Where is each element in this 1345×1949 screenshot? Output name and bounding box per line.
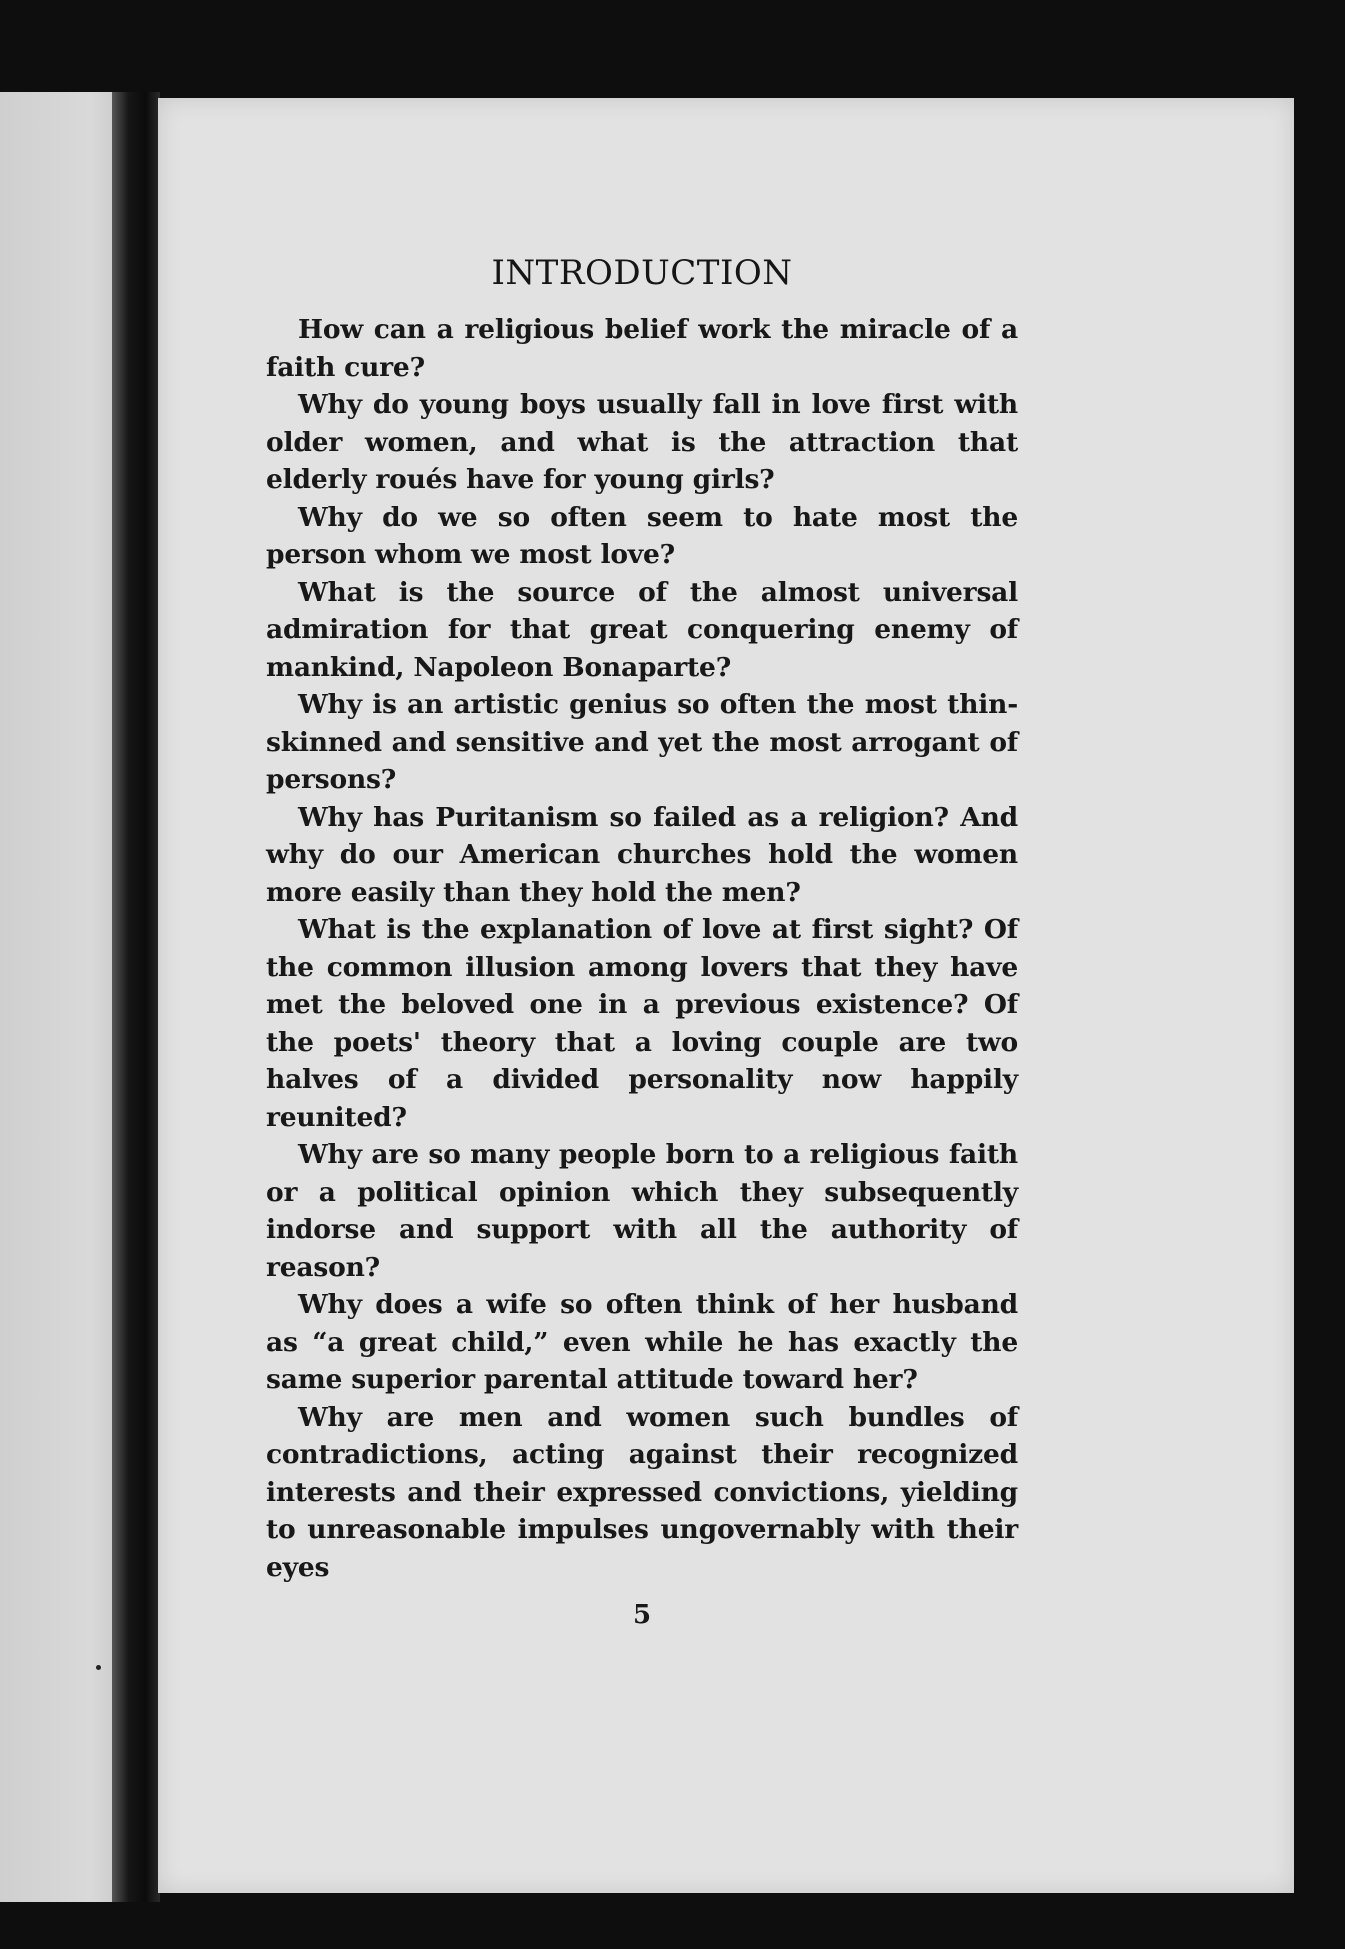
paragraph-1: How can a religious belief work the miracle of a faith cure? — [266, 314, 1018, 383]
paragraph-4: What is the source of the almost universal admiration for that great conquering enemy of mankind, Napoleon Bonaparte? — [266, 576, 1018, 683]
scan-speck — [96, 1665, 101, 1670]
book-page — [158, 98, 1294, 1893]
page-text-block — [266, 253, 1018, 1630]
paragraph-8: Why are so many people born to a religious faith or a political opinion which they subsequently indorse and support with all the authority of reason? — [266, 1139, 1018, 1283]
paragraph-5: Why is an artistic genius so often the most thin-skinned and sensitive and yet the most arrogant of persons? — [266, 689, 1018, 795]
paragraph-6: Why has Puritanism so failed as a religion? And why do our American churches hold the women more easily than they hold the men? — [266, 801, 1018, 908]
paragraph-10: Why are men and women such bundles of contradictions, acting against their recognized interests and their expressed convictions, yielding to unreasonable impulses ungovernably with their eyes — [266, 1401, 1018, 1583]
paragraph-9: Why does a wife so often think of her husband as “a great child,” even while he has exactly the same superior parental attitude toward her? — [266, 1289, 1018, 1395]
page-number: 5 — [632, 1600, 652, 1630]
paragraph-3: Why do we so often seem to hate most the person whom we most love? — [266, 501, 1018, 570]
book-gutter — [112, 92, 160, 1902]
page-title: INTRODUCTION — [491, 253, 793, 293]
paragraph-2: Why do young boys usually fall in love first with older women, and what is the attraction that elderly roués have for young girls? — [266, 389, 1018, 495]
paragraph-7: What is the explanation of love at first sight? Of the common illusion among lovers that they have met the beloved one in a previous existence? Of the poets' theory that a loving couple are two halves of a divided personality now happily reunited? — [266, 914, 1018, 1133]
